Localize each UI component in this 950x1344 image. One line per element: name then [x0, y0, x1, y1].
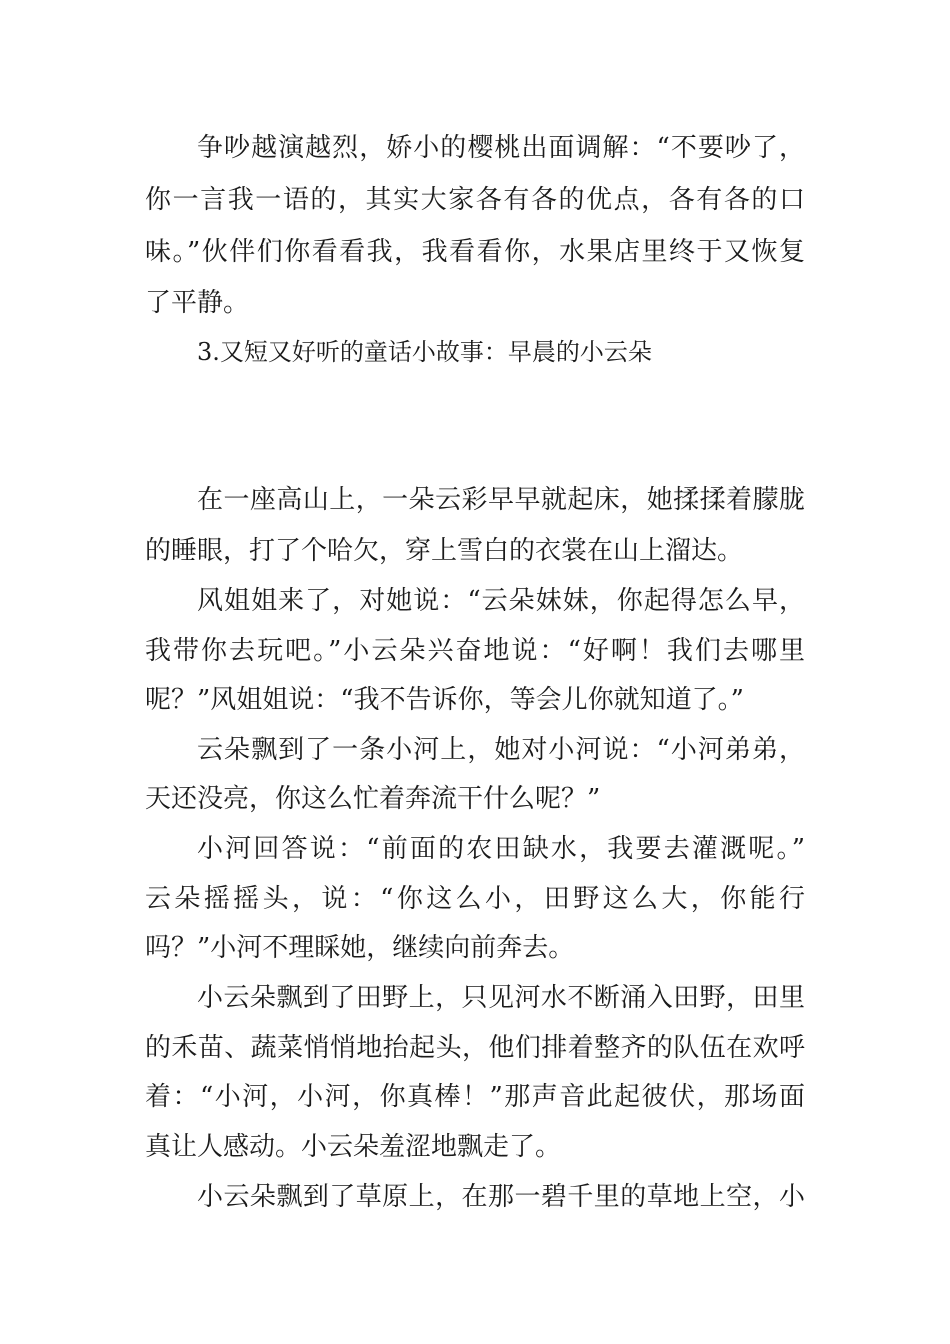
section-heading: 3.又短又好听的童话小故事：早晨的小云朵	[197, 338, 652, 366]
paragraph-line: 味。”伙伴们你看看我，我看看你，水果店里终于又恢复	[145, 237, 805, 267]
paragraph-line: 争吵越演越烈，娇小的樱桃出面调解：“不要吵了，	[197, 133, 805, 163]
paragraph-line: 小云朵飘到了草原上，在那一碧千里的草地上空，小	[197, 1182, 805, 1212]
paragraph-line: 在一座高山上，一朵云彩早早就起床，她揉揉着朦胧	[197, 485, 805, 515]
paragraph-line: 云朵摇摇头，说：“你这么小，田野这么大，你能行	[145, 884, 805, 914]
paragraph-line: 真让人感动。小云朵羞涩地飘走了。	[145, 1132, 562, 1162]
paragraph-line: 天还没亮，你这么忙着奔流干什么呢？”	[145, 784, 601, 814]
paragraph-line: 你一言我一语的，其实大家各有各的优点，各有各的口	[145, 185, 805, 215]
paragraph-line: 了平静。	[145, 288, 250, 318]
paragraph-line: 我带你去玩吧。”小云朵兴奋地说：“好啊！我们去哪里	[145, 636, 805, 666]
paragraph-line: 风姐姐来了，对她说：“云朵妹妹，你起得怎么早，	[197, 586, 805, 616]
paragraph-line: 云朵飘到了一条小河上，她对小河说：“小河弟弟，	[197, 735, 805, 765]
paragraph-line: 小云朵飘到了田野上，只见河水不断涌入田野，田里	[197, 983, 805, 1013]
paragraph-line: 着：“小河，小河，你真棒！”那声音此起彼伏，那场面	[145, 1082, 805, 1112]
paragraph-line: 吗？”小河不理睬她，继续向前奔去。	[145, 933, 575, 963]
paragraph-line: 的禾苗、蔬菜悄悄地抬起头，他们排着整齐的队伍在欢呼	[145, 1033, 805, 1063]
paragraph-line: 呢？”风姐姐说：“我不告诉你，等会儿你就知道了。”	[145, 685, 744, 715]
paragraph-line: 的睡眼，打了个哈欠，穿上雪白的衣裳在山上溜达。	[145, 536, 744, 566]
paragraph-line: 小河回答说：“前面的农田缺水，我要去灌溉呢。”	[197, 834, 805, 864]
